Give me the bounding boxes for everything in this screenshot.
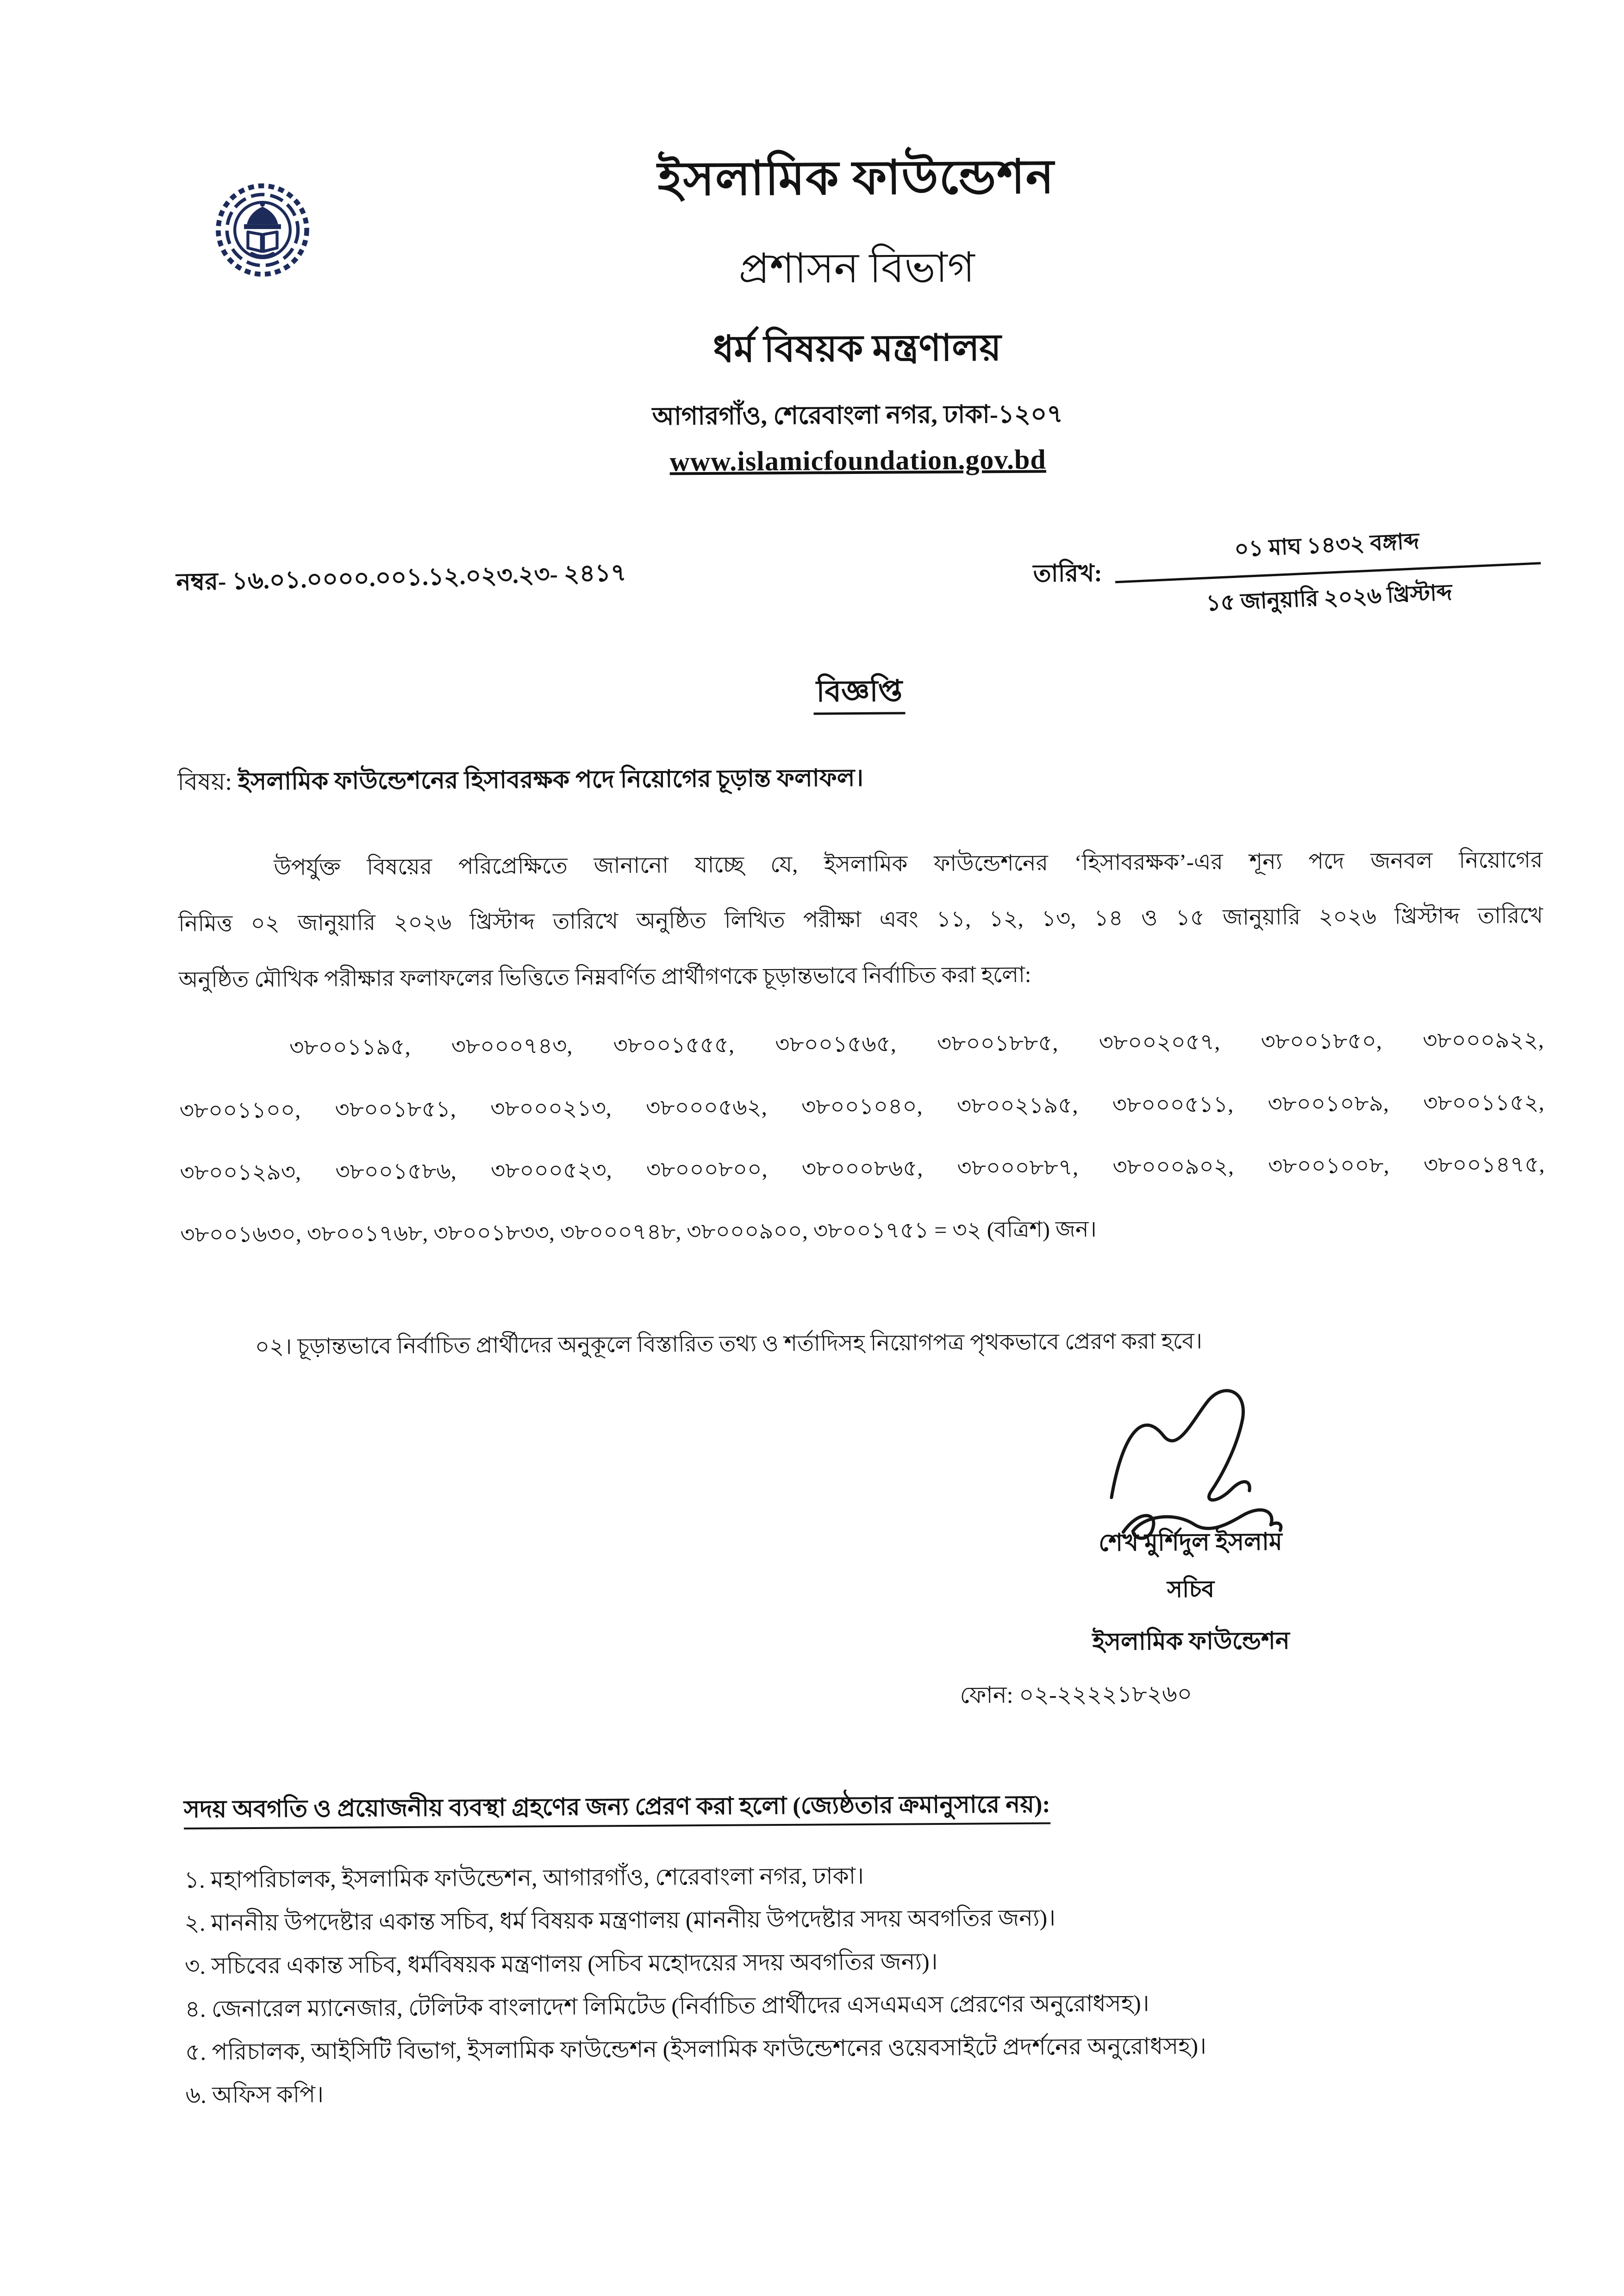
distribution-heading: সদয় অবগতি ও প্রয়োজনীয় ব্যবস্থা গ্রহণের জন্য প্রেরণ করা হলো (জ্যেষ্ঠতার ক্রমানুসারে নয়): <box>184 1782 1549 1831</box>
body-line: অনুষ্ঠিত মৌখিক পরীক্ষার ফলাফলের ভিত্তিতে নিম্নবর্ণিত প্রার্থীগণকে চূড়ান্তভাবে নির্বাচিত করা হলো: <box>178 962 1031 992</box>
distribution-item: ৪. জেনারেল ম্যানেজার, টেলিটক বাংলাদেশ লিমিটেড (নির্বাচিত প্রার্থীদের এসএমএস প্রেরণের অনুরোধসহ)। <box>185 1990 1149 2022</box>
body-line: উপর্যুক্ত বিষয়ের পরিপ্রেক্ষিতে জানানো যাচ্ছে যে, ইসলামিক ফাউন্ডেশনের ‘হিসাবরক্ষক’-এর শূন্য পদে জনবল নিয়োগের <box>274 847 1543 880</box>
distribution-list <box>184 1857 1550 2110</box>
signature-block <box>944 1373 1437 1717</box>
org-division: প্রশাসন বিভাগ <box>738 245 975 292</box>
distribution-item: ৩. সচিবের একান্ত সচিব, ধর্মবিষয়ক মন্ত্রণালয় (সচিব মহোদয়ের সদয় অবগতির জন্য)। <box>184 1948 938 1979</box>
body-line: নিমিত্ত ০২ জানুয়ারি ২০২৬ খ্রিস্টাব্দ তারিখে অনুষ্ঠিত লিখিত পরীক্ষা এবং ১১, ১২, ১৩, ১৪ ও ১৫ জানুয়ারি ২০২৬ খ্রিস্টাব্দ তারিখে <box>178 903 1543 937</box>
letterhead <box>174 137 1540 481</box>
subject-text: ইসলামিক ফাউন্ডেশনের হিসাবরক্ষক পদে নিয়োগের চূড়ান্ত ফলাফল। <box>237 765 864 796</box>
distribution-item: ২. মাননীয় উপদেষ্টার একান্ত সচিব, ধর্ম বিষয়ক মন্ত্রণালয় (মাননীয় উপদেষ্টার সদয় অবগতির জন্য)। <box>184 1904 1056 1936</box>
roll-line: ৩৮০০১৬৩০, ৩৮০০১৭৬৮, ৩৮০০১৮৩৩, ৩৮০০০৭৪৮, ৩৮০০০৯০০, ৩৮০০১৭৫১ = ৩২ (বত্রিশ) জন। <box>180 1217 1097 1248</box>
body-paragraph <box>178 846 1543 995</box>
notice-title: বিজ্ঞপ্তি <box>177 665 1542 722</box>
distribution-item: ৬. অফিস কপি। <box>185 2081 324 2109</box>
subject-line <box>177 755 1542 803</box>
org-website: www.islamicfoundation.gov.bd <box>669 444 1046 477</box>
reference-row <box>176 527 1541 625</box>
date-gregorian: ১৫ জানুয়ারি ২০২৬ খ্রিস্টাব্দ <box>1115 562 1543 627</box>
memo-number: নম্বর- ১৬.০১.০০০০.০০১.১২.০২৩.২৩- ২৪১৭ <box>176 560 627 596</box>
selected-roll-numbers <box>179 1026 1545 1250</box>
roll-line: ৩৮০০১১৯৫, ৩৮০০০৭৪৩, ৩৮০০১৫৫৫, ৩৮০০১৫৬৫, ৩৮০০১৮৮৫, ৩৮০০২০৫৭, ৩৮০০১৮৫০, ৩৮০০০৯২২, <box>289 1028 1544 1060</box>
signatory-name: শেখ মুর্শিদুল ইসলাম <box>1098 1529 1282 1556</box>
paragraph-02: ০২। চূড়ান্তভাবে নির্বাচিত প্রার্থীদের অনুকূলে বিস্তারিত তথ্য ও শর্তাদিসহ নিয়োগপত্র পৃথকভাবে প্রেরণ করা হবে। <box>255 1329 1203 1359</box>
distribution-section <box>184 1782 1550 2110</box>
signatory-phone: ফোন: ০২-২২২২১৮২৬০ <box>960 1680 1193 1708</box>
signatory-designation: সচিব <box>1167 1576 1215 1603</box>
roll-line: ৩৮০০১১০০, ৩৮০০১৮৫১, ৩৮০০০২১৩, ৩৮০০০৫৬২, ৩৮০০১০৪০, ৩৮০০২১৯৫, ৩৮০০০৫১১, ৩৮০০১০৮৯, ৩৮০০১১৫২, <box>179 1090 1544 1123</box>
date-block <box>1033 527 1541 620</box>
subject-label: বিষয়: <box>177 769 232 796</box>
org-address: আগারগাঁও, শেরেবাংলা নগর, ঢাকা-১২০৭ <box>652 400 1063 430</box>
distribution-item: ৫. পরিচালক, আইসিটি বিভাগ, ইসলামিক ফাউন্ডেশন (ইসলামিক ফাউন্ডেশনের ওয়েবসাইটে প্রদর্শনের অনুরোধসহ)। <box>185 2033 1207 2066</box>
date-bangla: ০১ মাঘ ১৪৩২ বঙ্গাব্দ <box>1234 529 1420 562</box>
date-stack <box>1113 519 1543 627</box>
signatory-organization: ইসলামিক ফাউন্ডেশন <box>1092 1628 1290 1656</box>
date-label: তারিখ: <box>1033 560 1102 587</box>
distribution-item: ১. মহাপরিচালক, ইসলামিক ফাউন্ডেশন, আগারগাঁও, শেরেবাংলা নগর, ঢাকা। <box>184 1863 864 1893</box>
org-name: ইসলামিক ফাউন্ডেশন <box>657 151 1055 206</box>
org-ministry: ধর্ম বিষয়ক মন্ত্রণালয় <box>713 328 1002 370</box>
roll-line: ৩৮০০১২৯৩, ৩৮০০১৫৮৬, ৩৮০০০৫২৩, ৩৮০০০৮০০, ৩৮০০০৮৬৫, ৩৮০০০৮৮৭, ৩৮০০০৯০২, ৩৮০০১০০৮, ৩৮০০১৪৭৫, <box>180 1152 1545 1185</box>
